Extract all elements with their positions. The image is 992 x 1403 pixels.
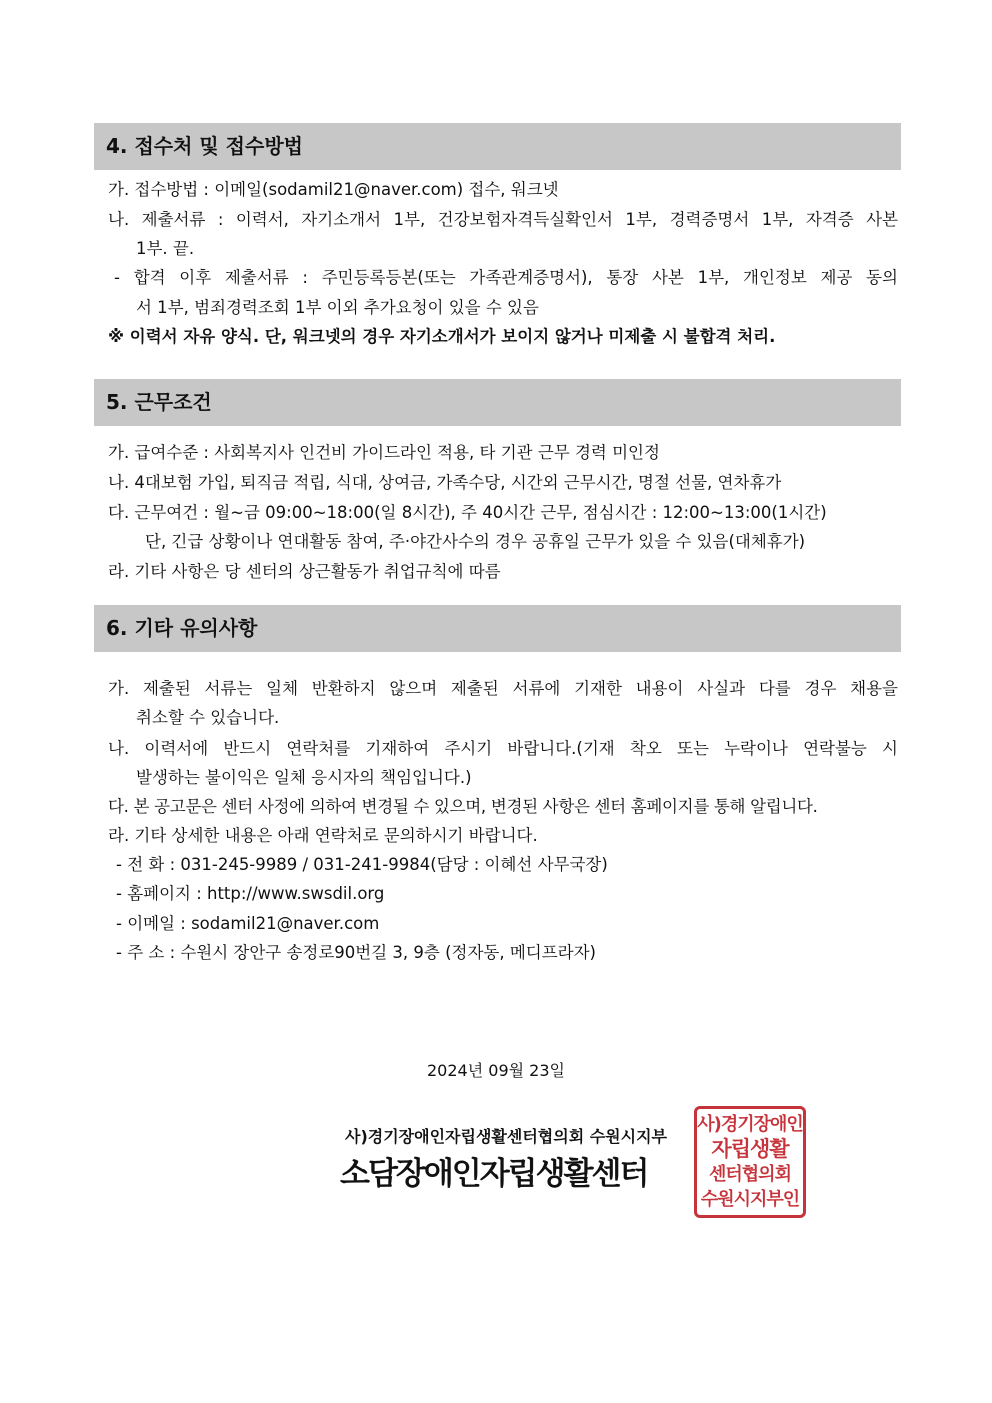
seal-line: 사)경기장애인	[697, 1114, 803, 1135]
section-6-line: 라. 기타 상세한 내용은 아래 연락처로 문의하시기 바랍니다.	[108, 826, 538, 845]
contact-email: - 이메일 : sodamil21@naver.com	[116, 914, 380, 933]
section-5-line: 라. 기타 사항은 당 센터의 상근활동가 취업규칙에 따름	[108, 562, 501, 581]
official-seal	[694, 1106, 806, 1218]
section-4-line: 1부. 끝.	[136, 239, 195, 258]
seal-line: 수원시지부인	[700, 1189, 800, 1210]
contact-phone: - 전 화 : 031-245-9989 / 031-241-9984(담당 : 이혜선 사무국장)	[116, 855, 608, 874]
section-6-line: 취소할 수 있습니다.	[136, 708, 280, 727]
section-5-line: 나. 4대보험 가입, 퇴직금 적립, 식대, 상여금, 가족수당, 시간외 근무시간, 명절 선물, 연차휴가	[108, 473, 782, 492]
section-4-note: ※ 이력서 자유 양식. 단, 워크넷의 경우 자기소개서가 보이지 않거나 미제출 시 불합격 처리.	[108, 327, 776, 346]
contact-homepage: - 홈페이지 : http://www.swsdil.org	[116, 884, 385, 903]
section-4-line: - 합격 이후 제출서류 : 주민등록등본(또는 가족관계증명서), 통장 사본 1부, 개인정보 제공 동의	[114, 268, 898, 287]
section-6-line: 다. 본 공고문은 센터 사정에 의하여 변경될 수 있으며, 변경된 사항은 센터 홈페이지를 통해 알립니다.	[108, 797, 818, 816]
section-5-line: 다. 근무여건 : 월~금 09:00~18:00(일 8시간), 주 40시간 근무, 점심시간 : 12:00~13:00(1시간)	[108, 503, 827, 522]
section-4-line: 서 1부, 범죄경력조회 1부 이외 추가요청이 있을 수 있음	[136, 298, 539, 317]
section-4-line: 가. 접수방법 : 이메일(sodamil21@naver.com) 접수, 워크넷	[108, 180, 559, 199]
section-6-heading: 6. 기타 유의사항	[94, 605, 901, 652]
notice-date: 2024년 09월 23일	[427, 1061, 565, 1080]
seal-line: 센터협의회	[709, 1164, 791, 1185]
section-5-heading: 5. 근무조건	[94, 379, 901, 426]
section-4-heading: 4. 접수처 및 접수방법	[94, 123, 901, 170]
section-6-line: 발생하는 불이익은 일체 응시자의 책임입니다.)	[136, 768, 472, 787]
seal-line: 자립생활	[711, 1137, 789, 1161]
section-6-line: 나. 이력서에 반드시 연락처를 기재하여 주시기 바랍니다.(기재 착오 또는 누락이나 연락불능 시	[108, 739, 898, 758]
organization-name: 사)경기장애인자립생활센터협의회 수원시지부	[345, 1127, 668, 1146]
section-6-line: 가. 제출된 서류는 일체 반환하지 않으며 제출된 서류에 기재한 내용이 사실과 다를 경우 채용을	[108, 679, 898, 698]
section-5-line: 가. 급여수준 : 사회복지사 인건비 가이드라인 적용, 타 기관 근무 경력 미인정	[108, 443, 660, 462]
center-name-logo: 소담장애인자립생활센터	[340, 1156, 648, 1192]
contact-address: - 주 소 : 수원시 장안구 송정로90번길 3, 9층 (정자동, 메디프라자)	[116, 943, 596, 962]
section-4-line: 나. 제출서류 : 이력서, 자기소개서 1부, 건강보험자격득실확인서 1부, 경력증명서 1부, 자격증 사본	[108, 210, 898, 229]
section-5-line: 단, 긴급 상황이나 연대활동 참여, 주·야간사수의 경우 공휴일 근무가 있을 수 있음(대체휴가)	[145, 532, 806, 551]
